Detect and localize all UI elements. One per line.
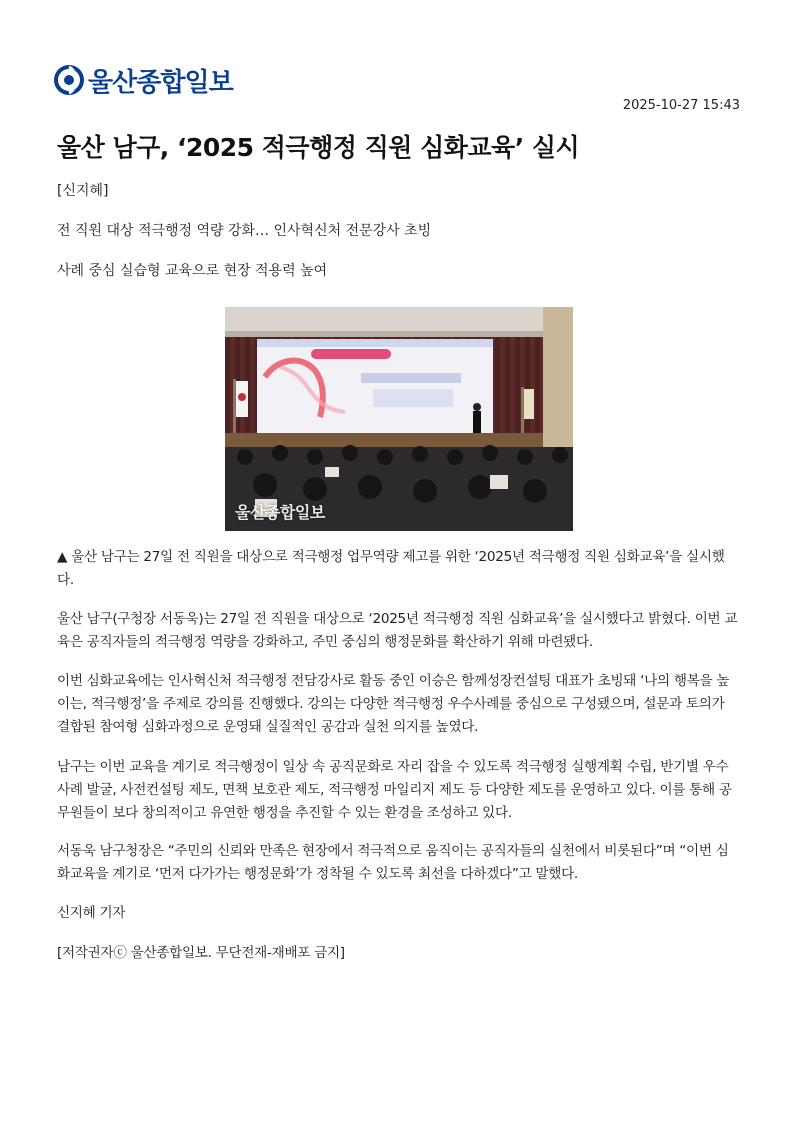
reporter-signature: 신지혜 기자	[57, 905, 126, 921]
body-paragraph-3: 남구는 이번 교육을 계기로 적극행정이 일상 속 공직문화로 자리 잡을 수 있도록 적극행정 실행계획 수립, 반기별 우수사례 발굴, 사전컨설팅 제도, 면책 보호관 제도, 적극행정 마일리지 제도 등 다양한 제도를 운영하고 있다. 이를 통해 공무원들이 보다 창의적이고 유연한 행정을 추진할 수 있는 환경을 조성하고 있다.	[57, 759, 732, 821]
body-paragraph-4: 서동욱 남구청장은 “주민의 신뢰와 만족은 현장에서 적극적으로 움직이는 공직자들의 실천에서 비롯된다”며 “이번 심화교육을 계기로 ‘먼저 다가가는 행정문화’가 정착될 수 있도록 최선을 다하겠다”고 말했다.	[57, 843, 729, 882]
site-logo[interactable]	[54, 62, 233, 98]
body-paragraph-2: 이번 심화교육에는 인사혁신처 적극행정 전담강사로 활동 중인 이승은 함께성장컨설팅 대표가 초빙돼 ‘나의 행복을 높이는, 적극행정’을 주제로 강의를 진행했다. 강의는 다양한 적극행정 우수사례를 중심으로 구성됐으며, 설문과 토의가 결합된 참여형 심화과정으로 운영돼 실질적인 공감과 실천 의지를 높였다.	[57, 673, 730, 735]
article-photo	[225, 307, 573, 531]
subhead-2: 사례 중심 실습형 교육으로 현장 적용력 높여	[57, 263, 328, 279]
subhead-1: 전 직원 대상 적극행정 역량 강화… 인사혁신처 전문강사 초빙	[57, 223, 432, 239]
logo-swirl-icon	[54, 63, 84, 97]
copyright-notice: [저작권자ⓒ 울산종합일보. 무단전재-재배포 금지]	[57, 945, 345, 961]
photo-caption: ▲ 울산 남구는 27일 전 직원을 대상으로 적극행정 업무역량 제고를 위한 ‘2025년 적극행정 직원 심화교육’을 실시했다.	[57, 549, 725, 588]
photo-watermark: 울산종합일보	[235, 503, 325, 522]
body-paragraph-1: 울산 남구(구청장 서동욱)는 27일 전 직원을 대상으로 ‘2025년 적극행정 직원 심화교육’을 실시했다고 밝혔다. 이번 교육은 공직자들의 적극행정 역량을 강화하고, 주민 중심의 행정문화를 확산하기 위해 마련됐다.	[57, 611, 738, 650]
lecture-hall-photo-icon	[225, 307, 573, 531]
publish-timestamp: 2025-10-27 15:43	[622, 98, 740, 113]
article-title: 울산 남구, ‘2025 적극행정 직원 심화교육’ 실시	[57, 133, 580, 162]
logo-text: 울산종합일보	[88, 67, 233, 98]
byline: [신지혜]	[57, 183, 109, 199]
